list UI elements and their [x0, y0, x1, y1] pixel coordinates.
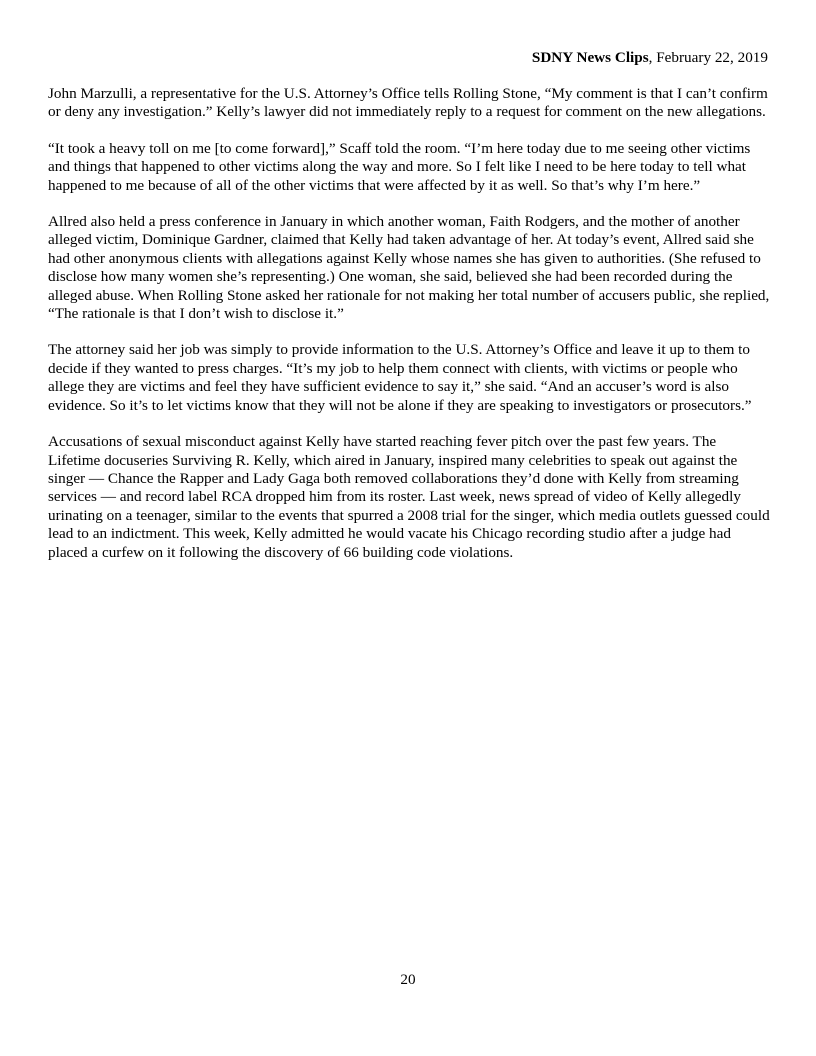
paragraph-attorney-role: The attorney said her job was simply to provide information to the U.S. Attorney’s Office and leave it up to them to decide if they wanted to press charges. “It’s my job to help them connect with clients, with victims or people who allege they are victims and feel they have sufficient evidence to say it,” she said. “And an accuser’s word is also evidence. So it’s to let victims know that they will not be alone if they are speaking to investigators or prosecutors.” [48, 341, 752, 414]
article-body [48, 85, 770, 580]
header-date: February 22, 2019 [656, 49, 768, 66]
header-separator: , [648, 49, 657, 66]
header-source: SDNY News Clips [531, 49, 649, 66]
page-header [532, 49, 768, 67]
page-number: 20 [400, 971, 416, 988]
paragraph-allred-press-conference: Allred also held a press conference in January in which another woman, Faith Rodgers, and the mother of another alleged victim, Dominique Gardner, claimed that Kelly had taken advantage of her. At today’s event, Allred said she had other anonymous clients with allegations against Kelly whose names she has given to authorities. (She refused to disclose how many women she’s representing.) One woman, she said, believed she had been recorded during the alleged abuse. When Rolling Stone asked her rationale for not making her total number of accusers public, she replied, “The rationale is that I don’t wish to disclose it.” [48, 213, 770, 323]
paragraph-marzulli-statement: John Marzulli, a representative for the U.S. Attorney’s Office tells Rolling Stone, “My comment is that I can’t confirm or deny any investigation.” Kelly’s lawyer did not immediately reply to a request for comment on the new allegations. [48, 85, 768, 121]
paragraph-accusations-background: Accusations of sexual misconduct against Kelly have started reaching fever pitch over the past few years. The Lifetime docuseries Surviving R. Kelly, which aired in January, inspired many celebrities to speak out against the singer — Chance the Rapper and Lady Gaga both removed collaborations they’d done with Kelly from streaming services — and record label RCA dropped him from its roster. Last week, news spread of video of Kelly allegedly urinating on a teenager, similar to the events that spurred a 2008 trial for the singer, which media outlets guessed could lead to an indictment. This week, Kelly admitted he would vacate his Chicago recording studio after a judge had placed a curfew on it following the discovery of 66 building code violations. [48, 433, 770, 561]
paragraph-scaff-quote: “It took a heavy toll on me [to come forward],” Scaff told the room. “I’m here today due to me seeing other victims and things that happened to other victims along the way and more. So I felt like I need to be here today to tell what happened to me because of all of the other victims that were affected by it as well. So that’s why I’m here.” [48, 139, 751, 194]
